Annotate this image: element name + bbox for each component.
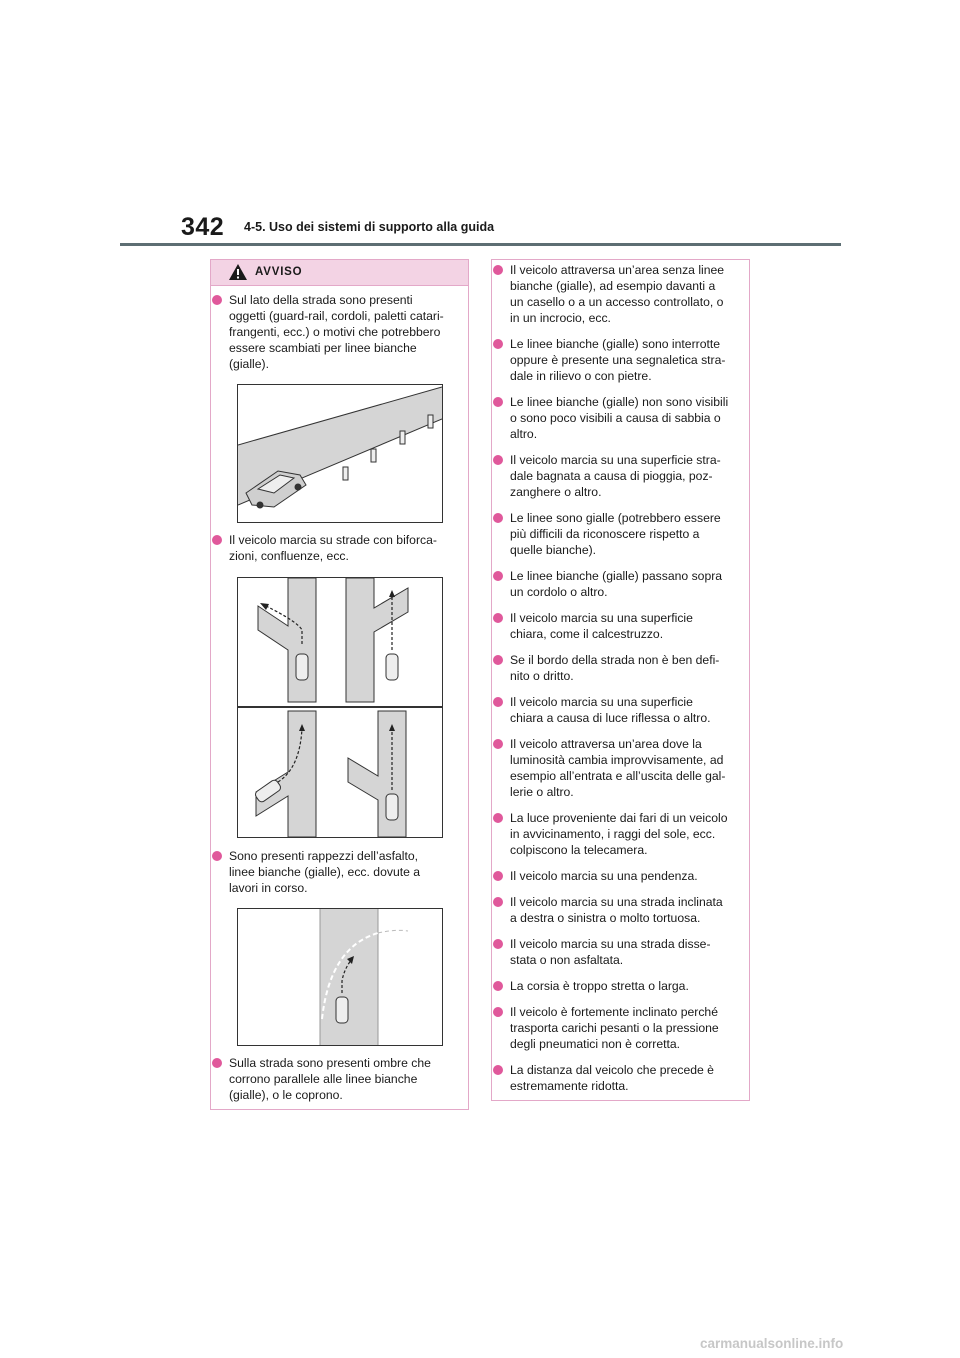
list-item: [510, 652, 719, 684]
list-item-text: La luce proveniente dai fari di un veicolo in avvicinamento, i raggi del sole, ecc. colpiscono la telecamera.: [510, 811, 728, 857]
list-item: [229, 532, 437, 564]
list-item-text: Il veicolo marcia su strade con biforca- zioni, confluenze, ecc.: [229, 533, 437, 563]
watermark: carmanualsonline.info: [700, 1336, 844, 1351]
illustration-road-works: [237, 908, 443, 1046]
list-item: [510, 610, 693, 642]
bullet-icon: [493, 455, 503, 465]
bullet-icon: [212, 535, 222, 545]
illustration-roadside-objects: [237, 384, 443, 523]
bullet-icon: [493, 871, 503, 881]
bullet-icon: [493, 939, 503, 949]
list-item-text: Sul lato della strada sono presenti oggetti (guard-rail, cordoli, paletti catari- frangenti, ecc.) o motivi che potrebbero essere scambiati per linee bianche (gialle).: [229, 293, 444, 371]
list-item: [510, 510, 721, 558]
list-item: [510, 394, 728, 442]
list-item-text: Il veicolo attraversa un’area senza linee bianche (gialle), ad esempio davanti a un casello o a un accesso controllato, o in un incrocio, ecc.: [510, 263, 725, 325]
bullet-icon: [493, 981, 503, 991]
list-item-text: Se il bordo della strada non è ben defi- nito o dritto.: [510, 653, 720, 683]
bullet-icon: [493, 897, 503, 907]
bullet-icon: [493, 739, 503, 749]
bullet-icon: [493, 339, 503, 349]
list-item: [510, 694, 711, 726]
list-item: [510, 452, 721, 500]
list-item: [229, 292, 444, 372]
bullet-icon: [212, 295, 222, 305]
list-item-text: Le linee bianche (gialle) non sono visibili o sono poco visibili a causa di sabbia o altro.: [510, 395, 729, 441]
list-item: [510, 568, 722, 600]
warning-triangle-icon: [228, 263, 248, 281]
bullet-icon: [212, 1058, 222, 1068]
list-item-text: Le linee bianche (gialle) passano sopra un cordolo o altro.: [510, 569, 723, 599]
list-item-text: Il veicolo attraversa un’area dove la luminosità cambia improvvisamente, ad esempio all’entrata e all’uscita delle gal- lerie o altro.: [510, 737, 726, 799]
warning-header: [211, 260, 468, 286]
list-item-text: Il veicolo è fortemente inclinato perché trasporta carichi pesanti o la pressione degli pneumatici non è corretta.: [510, 1005, 719, 1051]
section-title: 4-5. Uso dei sistemi di supporto alla guida: [244, 220, 495, 234]
bullet-icon: [493, 655, 503, 665]
list-item: [510, 936, 711, 968]
bullet-icon: [493, 397, 503, 407]
list-item-text: Il veicolo marcia su una pendenza.: [510, 869, 698, 883]
list-item: [510, 262, 724, 326]
list-item: [510, 1062, 714, 1094]
list-item-text: Il veicolo marcia su una superficie chiara a causa di luce riflessa o altro.: [510, 695, 711, 725]
list-item-text: Il veicolo marcia su una strada disse- stata o non asfaltata.: [510, 937, 711, 967]
list-item: [510, 736, 725, 800]
list-item-text: Il veicolo marcia su una superficie stra- dale bagnata a causa di pioggia, poz- zanghere o altro.: [510, 453, 721, 499]
list-item: [510, 810, 727, 858]
bullet-icon: [493, 613, 503, 623]
list-item-text: Sono presenti rappezzi dell’asfalto, linee bianche (gialle), ecc. dovute a lavori in corso.: [229, 849, 421, 895]
bullet-icon: [493, 265, 503, 275]
list-item-text: Il veicolo marcia su una superficie chiara, come il calcestruzzo.: [510, 611, 693, 641]
list-item-text: Sulla strada sono presenti ombre che corrono parallele alle linee bianche (gialle), o le coprono.: [229, 1056, 431, 1102]
list-item: [510, 894, 723, 926]
bullet-icon: [493, 571, 503, 581]
bullet-icon: [493, 513, 503, 523]
list-item: [229, 1055, 431, 1103]
warning-panel-left: [210, 259, 469, 1110]
list-item: [510, 868, 698, 884]
list-item: [510, 1004, 719, 1052]
page-number: 342: [181, 213, 225, 241]
list-item-text: Le linee bianche (gialle) sono interrotte oppure è presente una segnaletica stra- dale in rilievo o con pietre.: [510, 337, 726, 383]
header-rule: [120, 243, 841, 246]
bullet-icon: [493, 1065, 503, 1075]
list-item-text: La corsia è troppo stretta o larga.: [510, 979, 689, 993]
list-item-text: Le linee sono gialle (potrebbero essere più difficili da riconoscere rispetto a quelle bianche).: [510, 511, 721, 557]
list-item: [229, 848, 420, 896]
bullet-icon: [493, 813, 503, 823]
bullet-icon: [212, 851, 222, 861]
warning-title: AVVISO: [255, 266, 303, 278]
list-item: [510, 336, 725, 384]
warning-panel-right: [491, 259, 750, 1101]
bullet-icon: [493, 697, 503, 707]
bullet-icon: [493, 1007, 503, 1017]
list-item-text: La distanza dal veicolo che precede è estremamente ridotta.: [510, 1063, 714, 1093]
illustration-forks-merges: [237, 577, 443, 838]
list-item: [510, 978, 689, 994]
list-item-text: Il veicolo marcia su una strada inclinata a destra o sinistra o molto tortuosa.: [510, 895, 723, 925]
